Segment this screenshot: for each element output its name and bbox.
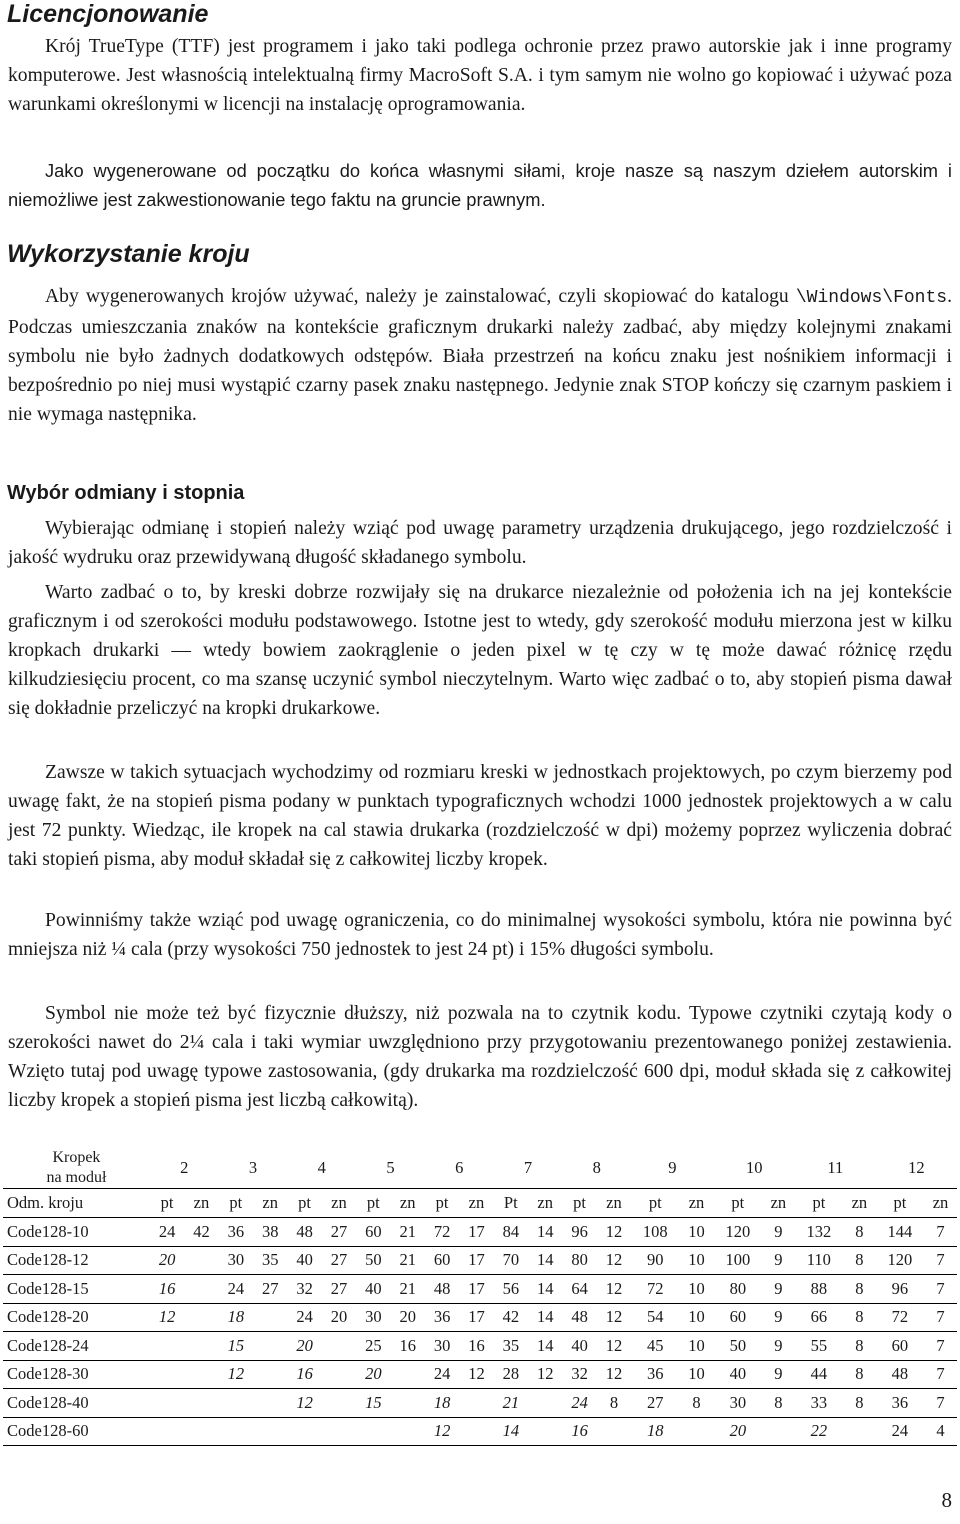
- dots-header: 6: [455, 1158, 464, 1177]
- dots-header: 10: [745, 1158, 763, 1177]
- row-font-name: Code128-30: [3, 1360, 150, 1389]
- row-font-name: Code128-10: [3, 1218, 150, 1247]
- table-cell: [253, 1389, 287, 1418]
- table-cell: 16: [150, 1275, 184, 1304]
- table-cell: [459, 1389, 493, 1418]
- table-cell: 18: [219, 1303, 253, 1332]
- table-cell: [253, 1332, 287, 1361]
- table-cell: 20: [356, 1360, 390, 1389]
- paragraph-choice-3: Zawsze w takich sytuacjach wychodzimy od rozmiaru kreski w jednostkach projektowych, po czym bierzemy pod uwagę fakt, że na stopień pisma podany w punktach typograficznych wchodzi 1000 jednostek projektowych a w calu jest 72 punkty. Wiedząc, ile kropek na cal stawia drukarka (rozdzielczość w dpi) możemy poprzez wyliczenia dobrać taki stopień pisma, aby moduł składał się z całkowitej liczby kropek.: [8, 762, 952, 870]
- table-cell: [150, 1332, 184, 1361]
- table-cell: 12: [597, 1275, 631, 1304]
- table-cell: 27: [322, 1246, 356, 1275]
- paragraph-choice-4: Powinniśmy także wziąć pod uwagę ograniczenia, co do minimalnej wysokości symbolu, która nie powinna być mniejsza niż ¼ cala (przy wysokości 750 jednostek to jest 24 pt) i 15% długości symbolu.: [8, 910, 952, 960]
- table-cell: 15: [356, 1389, 390, 1418]
- table-cell: 12: [597, 1303, 631, 1332]
- table-cell: 80: [562, 1246, 596, 1275]
- table-cell: 12: [425, 1417, 459, 1446]
- table-cell: 144: [876, 1218, 924, 1247]
- table-cell: 56: [494, 1275, 528, 1304]
- table-cell: [150, 1360, 184, 1389]
- table-cell: 54: [631, 1303, 679, 1332]
- unit-header: zn: [762, 1189, 795, 1218]
- table-cell: 9: [762, 1303, 795, 1332]
- table-cell: 20: [322, 1303, 356, 1332]
- table-cell: 4: [924, 1417, 957, 1446]
- table-cell: 24: [219, 1275, 253, 1304]
- table-cell: 84: [494, 1218, 528, 1247]
- table-cell: 8: [843, 1246, 876, 1275]
- table-cell: [184, 1332, 218, 1361]
- dots-header: 9: [668, 1158, 677, 1177]
- dots-header: 12: [908, 1158, 925, 1177]
- unit-header: pt: [219, 1189, 253, 1218]
- table-cell: 20: [150, 1246, 184, 1275]
- paragraph-choice-5: Symbol nie może też być fizycznie dłuższy, niż pozwala na to czytnik kodu. Typowe czytniki czytają kody o szerokości nawet do 2¼ cala i taki wymiar uwzględniono przy przygotowaniu prezentowanego poniżej zestawienia. Wzięto tutaj pod uwagę typowe zastosowania, (gdy drukarka ma rozdzielczość 600 dpi, moduł składa się z całkowitej liczby kropek a stopień pisma jest liczbą całkowitą).: [8, 1003, 952, 1111]
- table-cell: 33: [795, 1389, 843, 1418]
- table-cell: 12: [597, 1360, 631, 1389]
- table-cell: [391, 1417, 425, 1446]
- table-cell: 8: [843, 1218, 876, 1247]
- unit-header: Pt: [494, 1189, 528, 1218]
- table-cell: 16: [459, 1332, 493, 1361]
- unit-header: zn: [184, 1189, 218, 1218]
- table-cell: 27: [322, 1275, 356, 1304]
- table-cell: 60: [876, 1332, 924, 1361]
- table-cell: 36: [876, 1389, 924, 1418]
- table-cell: 8: [843, 1389, 876, 1418]
- table-cell: [356, 1417, 390, 1446]
- table-cell: 14: [528, 1246, 562, 1275]
- table-cell: 21: [494, 1389, 528, 1418]
- table-cell: [184, 1417, 218, 1446]
- table-cell: [762, 1417, 795, 1446]
- table-cell: 42: [494, 1303, 528, 1332]
- table-cell: [184, 1389, 218, 1418]
- table-cell: 14: [528, 1332, 562, 1361]
- table-cell: 20: [714, 1417, 762, 1446]
- table-cell: 30: [356, 1303, 390, 1332]
- table-row: [3, 1417, 957, 1446]
- table-cell: 21: [391, 1246, 425, 1275]
- table-cell: 24: [562, 1389, 596, 1418]
- dots-header: 2: [180, 1158, 189, 1177]
- corner-line-1: Kropek: [52, 1149, 101, 1166]
- table-cell: 24: [876, 1417, 924, 1446]
- table-cell: 9: [762, 1332, 795, 1361]
- table-cell: 50: [714, 1332, 762, 1361]
- row-font-name: Code128-40: [3, 1389, 150, 1418]
- table-cell: 8: [843, 1303, 876, 1332]
- table-cell: 24: [425, 1360, 459, 1389]
- dots-header: 11: [827, 1158, 844, 1177]
- unit-header: pt: [150, 1189, 184, 1218]
- unit-header: zn: [528, 1189, 562, 1218]
- table-cell: 9: [762, 1218, 795, 1247]
- table-cell: 14: [494, 1417, 528, 1446]
- table-cell: 12: [287, 1389, 321, 1418]
- section-title-wykorzystanie: Wykorzystanie kroju: [7, 240, 250, 268]
- table-cell: 110: [795, 1246, 843, 1275]
- table-cell: 17: [459, 1275, 493, 1304]
- unit-header: zn: [459, 1189, 493, 1218]
- table-cell: [322, 1389, 356, 1418]
- table-cell: 25: [356, 1332, 390, 1361]
- unit-header: pt: [562, 1189, 596, 1218]
- unit-header: zn: [679, 1189, 713, 1218]
- table-cell: 10: [679, 1332, 713, 1361]
- table-cell: 96: [876, 1275, 924, 1304]
- table-cell: [391, 1360, 425, 1389]
- table-cell: 16: [287, 1360, 321, 1389]
- table-cell: 8: [843, 1275, 876, 1304]
- table-cell: 40: [287, 1246, 321, 1275]
- table-cell: 14: [528, 1303, 562, 1332]
- table-cell: 48: [562, 1303, 596, 1332]
- unit-header: pt: [795, 1189, 843, 1218]
- table-cell: 72: [631, 1275, 679, 1304]
- table-cell: 12: [219, 1360, 253, 1389]
- row-font-name: Code128-15: [3, 1275, 150, 1304]
- table-cell: 108: [631, 1218, 679, 1247]
- table-cell: 9: [762, 1360, 795, 1389]
- unit-header: zn: [924, 1189, 957, 1218]
- table-cell: [184, 1246, 218, 1275]
- table-cell: 40: [356, 1275, 390, 1304]
- table-cell: 7: [924, 1332, 957, 1361]
- section-title-wybor: Wybór odmiany i stopnia: [7, 482, 245, 504]
- row-font-name: Code128-12: [3, 1246, 150, 1275]
- unit-header: pt: [356, 1189, 390, 1218]
- unit-header: zn: [253, 1189, 287, 1218]
- table-cell: [391, 1389, 425, 1418]
- table-cell: 120: [876, 1246, 924, 1275]
- table-cell: [459, 1417, 493, 1446]
- table-cell: 7: [924, 1389, 957, 1418]
- table-cell: 12: [597, 1246, 631, 1275]
- table-header-dots: [3, 1148, 957, 1189]
- table-cell: 10: [679, 1360, 713, 1389]
- usage-text-b: . Podczas umieszczania znaków na kontekście graficznym drukarki należy zadbać, aby między kolejnymi znakami symbolu nie było żadnych dodatkowych odstępów. Biała przestrzeń na końcu znaku jest nośnikiem informacji i bezpośrednio po niej musi wystąpić czarny pasek znaku następnego. Jedynie znak STOP kończy się czarnym paskiem i nie wymaga następnika.: [8, 286, 952, 425]
- dots-header: 7: [523, 1158, 533, 1177]
- unit-header: zn: [597, 1189, 631, 1218]
- table-cell: 7: [924, 1246, 957, 1275]
- table-cell: 70: [494, 1246, 528, 1275]
- table-cell: [287, 1417, 321, 1446]
- table-cell: 27: [322, 1218, 356, 1247]
- unit-header: pt: [714, 1189, 762, 1218]
- table-cell: [253, 1417, 287, 1446]
- table-cell: [528, 1417, 562, 1446]
- unit-header: pt: [425, 1189, 459, 1218]
- table-cell: 30: [714, 1389, 762, 1418]
- table-cell: 36: [219, 1218, 253, 1247]
- dots-header: 3: [248, 1158, 258, 1177]
- table-cell: 15: [219, 1332, 253, 1361]
- table-cell: 60: [425, 1246, 459, 1275]
- section-title-licencjonowanie: Licencjonowanie: [7, 0, 209, 28]
- table-cell: 90: [631, 1246, 679, 1275]
- table-cell: 8: [843, 1360, 876, 1389]
- table-cell: 66: [795, 1303, 843, 1332]
- table-cell: 21: [391, 1275, 425, 1304]
- table-cell: 16: [562, 1417, 596, 1446]
- table-cell: 7: [924, 1360, 957, 1389]
- table-cell: 17: [459, 1303, 493, 1332]
- table-cell: 10: [679, 1246, 713, 1275]
- table-cell: 100: [714, 1246, 762, 1275]
- table-cell: [219, 1417, 253, 1446]
- table-cell: 30: [425, 1332, 459, 1361]
- table-cell: 96: [562, 1218, 596, 1247]
- table-row: [3, 1303, 957, 1332]
- table-cell: 24: [150, 1218, 184, 1247]
- paragraph-license-1: Krój TrueType (TTF) jest programem i jako taki podlega ochronie przez prawo autorskie jak i inne programy komputerowe. Jest własnością intelektualną firmy MacroSoft S.A. i tym samym nie wolno go kopiować i używać poza warunkami określonymi w licencji na instalację oprogramowania.: [8, 36, 952, 115]
- table-cell: 9: [762, 1246, 795, 1275]
- table-cell: 32: [287, 1275, 321, 1304]
- table-cell: 7: [924, 1218, 957, 1247]
- table-corner-label: [3, 1148, 150, 1189]
- table-cell: 24: [287, 1303, 321, 1332]
- table-cell: 14: [528, 1275, 562, 1304]
- table-cell: 48: [876, 1360, 924, 1389]
- table-cell: 7: [924, 1303, 957, 1332]
- table-cell: 12: [459, 1360, 493, 1389]
- table-cell: [843, 1417, 876, 1446]
- table-cell: 55: [795, 1332, 843, 1361]
- paragraph-usage: [8, 282, 952, 429]
- corner-line-2: na moduł: [46, 1169, 107, 1186]
- table-cell: 8: [679, 1389, 713, 1418]
- table-cell: 35: [253, 1246, 287, 1275]
- table-cell: [253, 1303, 287, 1332]
- table-row: [3, 1246, 957, 1275]
- table-cell: 120: [714, 1218, 762, 1247]
- table-cell: [253, 1360, 287, 1389]
- table-cell: 44: [795, 1360, 843, 1389]
- table-row: [3, 1389, 957, 1418]
- table-cell: 88: [795, 1275, 843, 1304]
- table-cell: 22: [795, 1417, 843, 1446]
- table-cell: 45: [631, 1332, 679, 1361]
- table-cell: 7: [924, 1275, 957, 1304]
- table-cell: [184, 1303, 218, 1332]
- table-cell: 8: [843, 1332, 876, 1361]
- table-row: [3, 1332, 957, 1361]
- table-cell: 38: [253, 1218, 287, 1247]
- table-cell: [219, 1389, 253, 1418]
- table-cell: [528, 1389, 562, 1418]
- table-cell: 42: [184, 1218, 218, 1247]
- dots-header: 4: [317, 1158, 326, 1177]
- unit-header: pt: [287, 1189, 321, 1218]
- table-cell: 50: [356, 1246, 390, 1275]
- table-cell: 27: [253, 1275, 287, 1304]
- table-cell: [184, 1360, 218, 1389]
- paragraph-choice-1: Wybierając odmianę i stopień należy wziąć pod uwagę parametry urządzenia drukującego, jego rozdzielczość i jakość wydruku oraz przewidywaną długość składanego symbolu.: [8, 518, 952, 568]
- table-cell: 27: [631, 1389, 679, 1418]
- unit-header: zn: [322, 1189, 356, 1218]
- table-cell: [597, 1417, 631, 1446]
- table-cell: 18: [425, 1389, 459, 1418]
- table-cell: 30: [219, 1246, 253, 1275]
- unit-header: zn: [843, 1189, 876, 1218]
- table-cell: 72: [876, 1303, 924, 1332]
- table-row: [3, 1275, 957, 1304]
- table-cell: 12: [528, 1360, 562, 1389]
- table-cell: 72: [425, 1218, 459, 1247]
- row-font-name: Code128-24: [3, 1332, 150, 1361]
- table-cell: 10: [679, 1218, 713, 1247]
- table-cell: 64: [562, 1275, 596, 1304]
- page-number: 8: [941, 1488, 952, 1512]
- table-cell: [679, 1417, 713, 1446]
- table-cell: 21: [391, 1218, 425, 1247]
- dots-header: 8: [592, 1158, 601, 1177]
- table-cell: 12: [597, 1332, 631, 1361]
- table-cell: 36: [425, 1303, 459, 1332]
- table-cell: 12: [597, 1218, 631, 1247]
- table-cell: 20: [391, 1303, 425, 1332]
- paragraph-choice-2: Warto zadbać o to, by kreski dobrze rozwijały się na drukarce niezależnie od położenia ich na jej kontekście graficznym i od szerokości modułu podstawowego. Istotne jest to wtedy, gdy szerokość modułu mierzona jest w kilku kropkach drukarki — wtedy bowiem zaokrąglenie o jeden pixel w tę czy w tę może dawać różnicę rzędu kilkudziesięciu procent, co ma szansę uczynić symbol nieczytelnym. Warto więc zadbać o to, aby stopień pisma dawał się dokładnie przeliczyć na kropki drukarkowe.: [8, 582, 952, 719]
- row-font-name: Code128-60: [3, 1417, 150, 1446]
- fonts-path: \Windows\Fonts: [795, 288, 948, 308]
- table-cell: 35: [494, 1332, 528, 1361]
- table-cell: 20: [287, 1332, 321, 1361]
- table-cell: 60: [714, 1303, 762, 1332]
- table-cell: 17: [459, 1246, 493, 1275]
- table-cell: 32: [562, 1360, 596, 1389]
- dots-header: 5: [386, 1158, 395, 1177]
- paragraph-license-2: Jako wygenerowane od początku do końca własnymi siłami, kroje nasze są naszym dziełem autorskim i niemożliwe jest zakwestionowanie tego faktu na gruncie prawnym.: [8, 160, 952, 210]
- table-cell: [322, 1332, 356, 1361]
- font-size-table: [3, 1148, 957, 1446]
- table-cell: 28: [494, 1360, 528, 1389]
- table-cell: [322, 1417, 356, 1446]
- unit-header: zn: [391, 1189, 425, 1218]
- table-cell: 8: [597, 1389, 631, 1418]
- table-cell: 17: [459, 1218, 493, 1247]
- table-cell: 48: [287, 1218, 321, 1247]
- table-cell: [150, 1389, 184, 1418]
- table-cell: 40: [562, 1332, 596, 1361]
- table-cell: 40: [714, 1360, 762, 1389]
- table-header-units: [3, 1189, 957, 1218]
- table-cell: 10: [679, 1303, 713, 1332]
- table-cell: [150, 1417, 184, 1446]
- unit-header: pt: [631, 1189, 679, 1218]
- table-cell: 48: [425, 1275, 459, 1304]
- table-row: [3, 1218, 957, 1247]
- table-cell: 60: [356, 1218, 390, 1247]
- unit-header: pt: [876, 1189, 924, 1218]
- table-row: [3, 1360, 957, 1389]
- table-cell: [322, 1360, 356, 1389]
- table-cell: 14: [528, 1218, 562, 1247]
- table-cell: 12: [150, 1303, 184, 1332]
- row-font-name: Code128-20: [3, 1303, 150, 1332]
- table-cell: 8: [762, 1389, 795, 1418]
- table-cell: 132: [795, 1218, 843, 1247]
- table-cell: [184, 1275, 218, 1304]
- table-cell: 80: [714, 1275, 762, 1304]
- table-cell: 36: [631, 1360, 679, 1389]
- table-cell: 18: [631, 1417, 679, 1446]
- table-cell: 16: [391, 1332, 425, 1361]
- variant-header: Odm. kroju: [3, 1189, 150, 1218]
- table-cell: 9: [762, 1275, 795, 1304]
- usage-text-a: Aby wygenerowanych krojów używać, należy je zainstalować, czyli skopiować do katalogu: [45, 286, 796, 307]
- table-cell: 10: [679, 1275, 713, 1304]
